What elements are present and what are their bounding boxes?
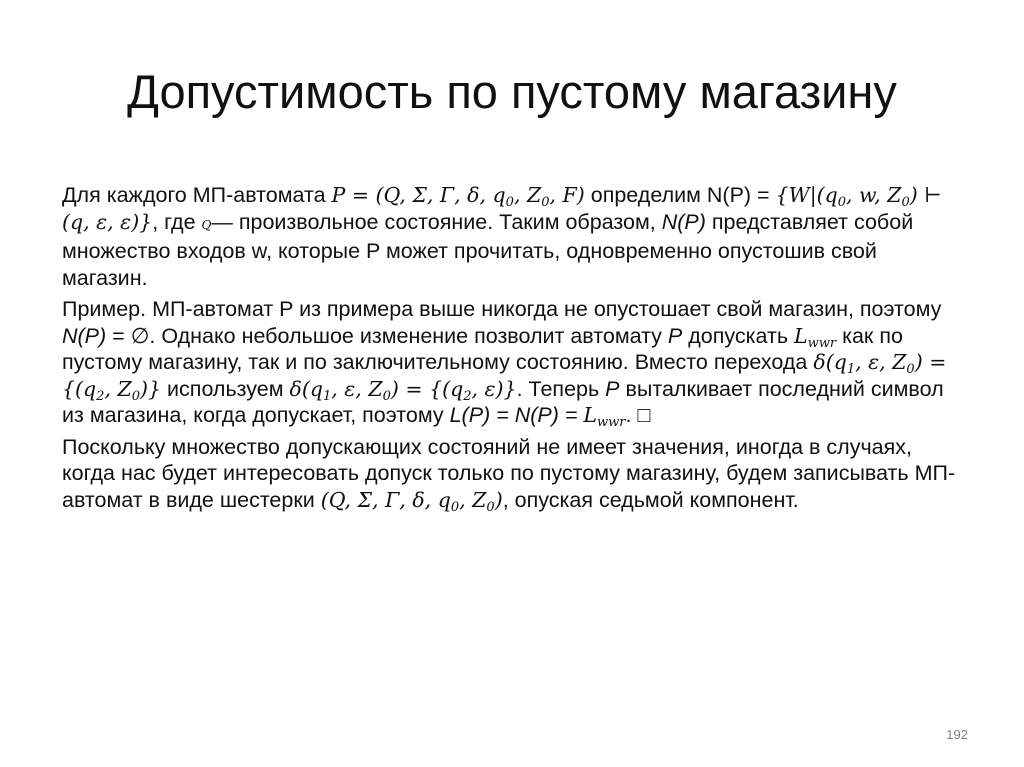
text: определим N(P) =: [584, 183, 776, 207]
slide-body: [62, 182, 967, 518]
slide-title: Допустимость по пустому магазину: [127, 65, 897, 118]
text: . Теперь: [516, 376, 606, 401]
math-pda-tuple: P = (Q, Σ, Γ, δ, $q_0$, $Z_0$, F): [331, 183, 585, 210]
text-np: N(P): [62, 323, 107, 348]
text: — произвольное состояние. Таким образом,: [211, 209, 662, 234]
text: Пример. МП-автомат P из примера выше никогда не опустошает свой магазин, поэтому: [62, 297, 942, 321]
text-lp-np: L(P) = N(P) =: [449, 403, 584, 427]
text-np: N(P): [661, 209, 706, 234]
paragraph-example: [62, 296, 967, 429]
math-q-small: Q: [201, 217, 212, 232]
text-end: . □: [625, 403, 651, 427]
paragraph-definition: [62, 182, 967, 291]
page-number: 192: [946, 727, 968, 742]
math-np-set: {$W|(q_0$, w, $Z_0$) ⊢ (q, ε, ε)}: [62, 183, 942, 234]
math-sextuple: (Q, Σ, Γ, δ, $q_0$, $Z_0$): [320, 487, 503, 515]
text: = ∅. Однако небольшое изменение позволит автомату: [106, 323, 668, 348]
math-delta-new: $\delta(q_1$, ε, $Z_0) = \{(q_2$, ε)}: [289, 376, 517, 404]
math-delta-old: $\delta(q_1$, ε, $Z_0) = \{(q_2$, $Z_0$)}: [62, 350, 947, 404]
text: , опуская седьмой компонент.: [502, 487, 799, 512]
text: , где: [152, 209, 202, 234]
text: выталкивает последний символ из магазина, когда допускает, поэтому: [62, 376, 944, 427]
text: используем: [161, 376, 290, 401]
text: как по пустому магазину, так и по заключительному состоянию. Вместо перехода: [62, 323, 903, 374]
paragraph-sextuple: [62, 434, 967, 514]
math-l-wwr: $L_{wwr}$: [794, 323, 837, 351]
math-l-wwr: $L_{wwr}$: [583, 403, 626, 430]
text-p: P: [667, 323, 683, 348]
text: допускать: [682, 323, 795, 348]
text-p: P: [605, 376, 620, 401]
text: Для каждого МП-автомата: [62, 183, 332, 207]
text: Поскольку множество допускающих состояний не имеет значения, иногда в случаях, когда нас будет интересовать допуск только по пустому магазину, будем записывать МП-автомат в виде шестерки: [62, 434, 956, 512]
text: представляет собой множество входов w, которые P может прочитать, одновременно опустошив свой магазин.: [62, 209, 914, 290]
